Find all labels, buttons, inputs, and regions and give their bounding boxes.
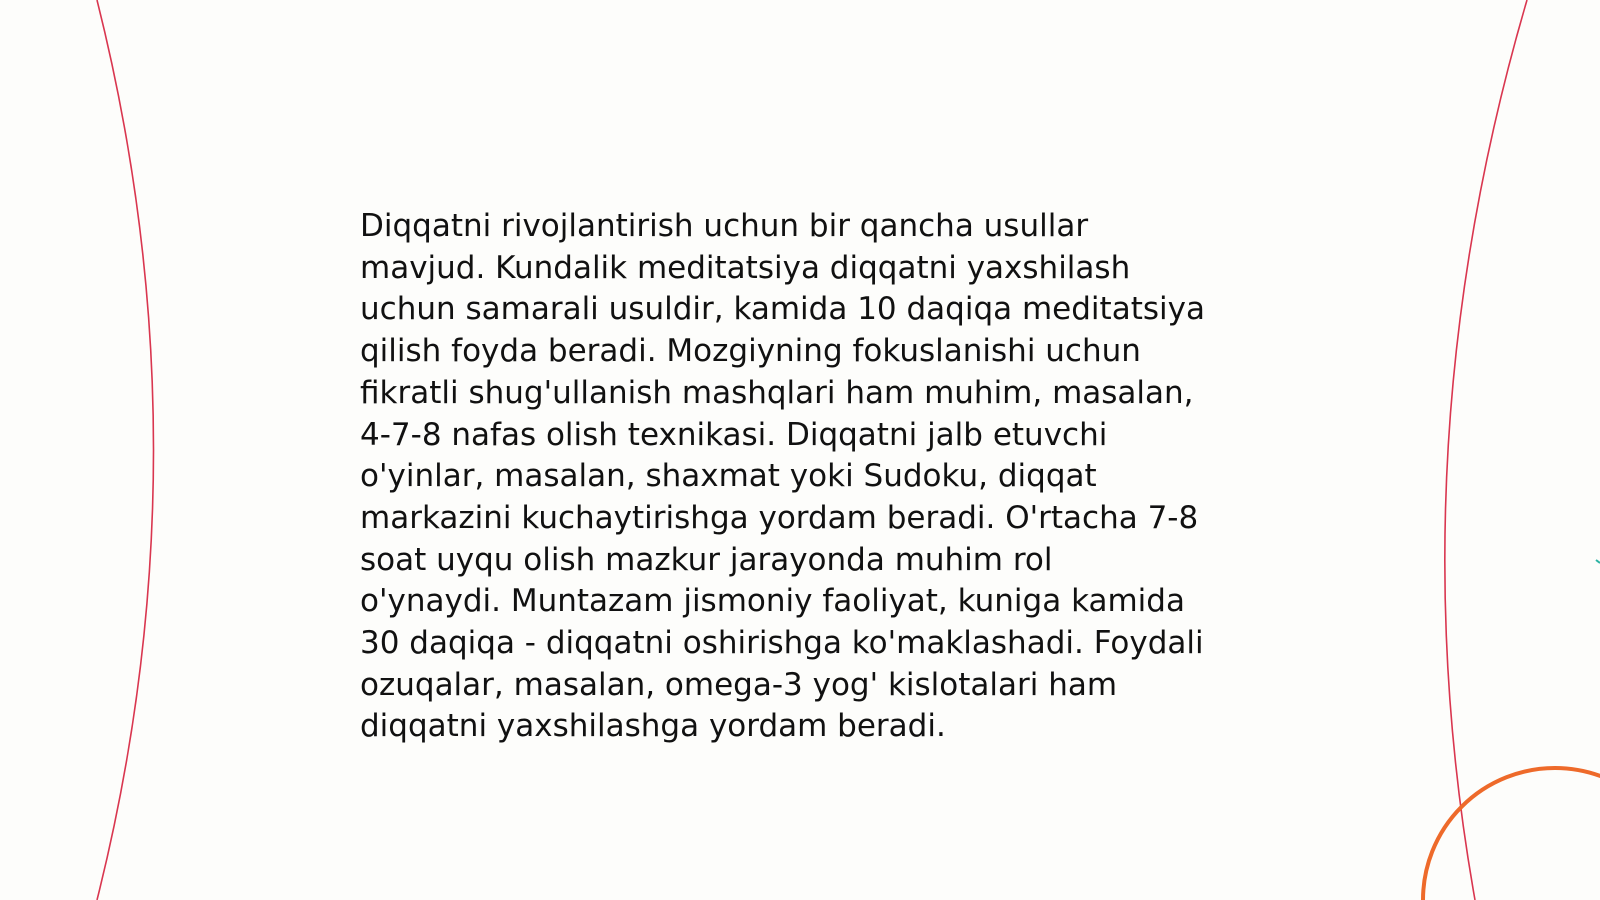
left-arc-line	[97, 0, 154, 900]
orange-circle-ring	[1423, 768, 1600, 900]
right-arc-line	[1445, 0, 1527, 900]
teal-accent-mark	[1596, 560, 1600, 563]
slide-body-text: Diqqatni rivojlantirish uchun bir qancha usullar mavjud. Kundalik meditatsiya diqqatni yaxshilash uchun samarali usuldir, kamida 10 daqiqa meditatsiya qilish foyda beradi. Mozgiyning fokuslanishi uchun fikratli shug'ullanish mashqlari ham muhim, masalan, 4-7-8 nafas olish texnikasi. Diqqatni jalb etuvchi o'yinlar, masalan, shaxmat yoki Sudoku, diqqat markazini kuchaytirishga yordam beradi. O'rtacha 7-8 soat uyqu olish mazkur jarayonda muhim rol o'ynaydi. Muntazam jismoniy faoliyat, kuniga kamida 30 daqiqa - diqqatni oshirishga ko'maklashadi. Foydali ozuqalar, masalan, omega-3 yog' kislotalari ham diqqatni yaxshilashga yordam beradi.	[360, 208, 1205, 745]
